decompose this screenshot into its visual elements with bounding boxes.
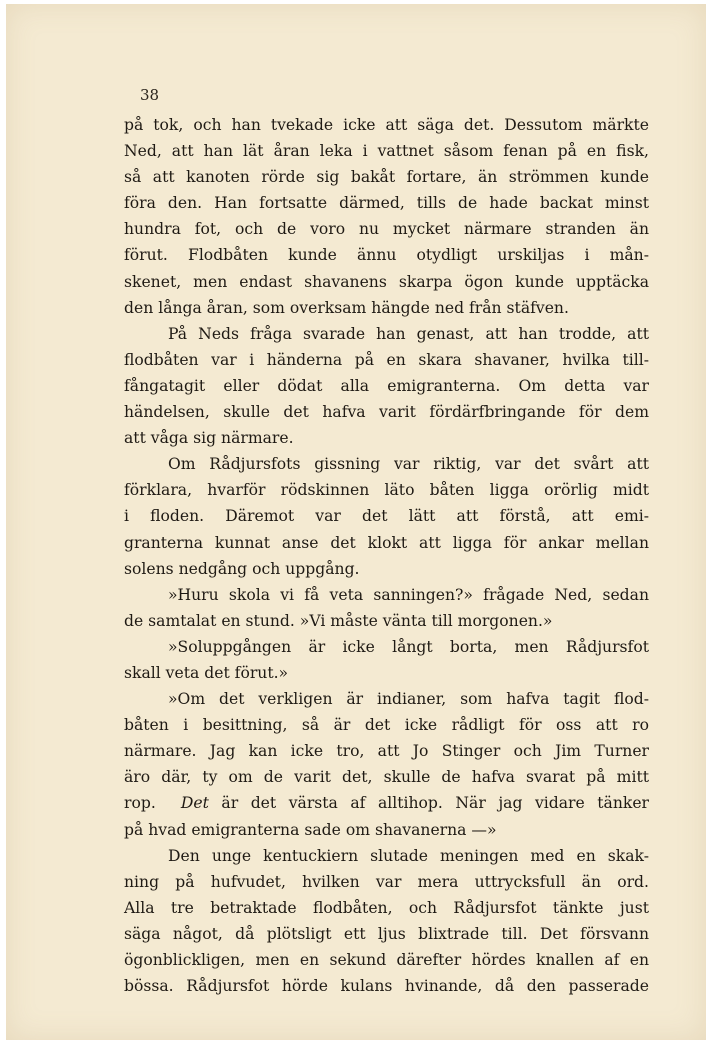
text-line: »Soluppgången är icke långt borta, men Rådjursfot xyxy=(168,637,649,656)
text-line: »Huru skola vi få veta sanningen?» frågade Ned, sedan xyxy=(168,585,649,604)
text-line: i floden. Däremot var det lätt att förstå, att emi- xyxy=(124,507,649,526)
text-line-with-emphasis xyxy=(124,790,649,816)
text-line: den långa åran, som overksam hängde ned från stäfven. xyxy=(124,298,569,317)
text-line: Om Rådjursfots gissning var riktig, var det svårt att xyxy=(168,455,649,474)
body-text xyxy=(124,112,649,999)
text-line: de samtalat en stund. »Vi måste vänta till morgonen.» xyxy=(124,611,553,630)
text-line: ning på hufvudet, hvilken var mera uttrycksfull än ord. xyxy=(124,872,649,891)
text-line: Den unge kentuckiern slutade meningen med en skak- xyxy=(168,846,649,865)
text-line: förut. Flodbåten kunde ännu otydligt urskiljas i mån- xyxy=(124,246,649,265)
text-line: på hvad emigranterna sade om shavanerna —» xyxy=(124,820,497,839)
book-page xyxy=(6,4,706,1040)
text-line: båten i besittning, så är det icke rådligt för oss att ro xyxy=(124,716,649,735)
emphasis-word: Det xyxy=(180,794,209,813)
text-line: skenet, men endast shavanens skarpa ögon kunde upptäcka xyxy=(124,272,649,291)
text-line: hundra fot, och de voro nu mycket närmare stranden än xyxy=(124,220,649,239)
text-line: »Om det verkligen är indianer, som hafva tagit flod- xyxy=(168,690,649,709)
text-line: säga något, då plötsligt ett ljus blixtrade till. Det försvann xyxy=(124,924,649,943)
text-line: äro där, ty om de varit det, skulle de hafva svarat på mitt xyxy=(124,768,649,787)
text-line: solens nedgång och uppgång. xyxy=(124,559,360,578)
text-line: att våga sig närmare. xyxy=(124,429,294,448)
page-number: 38 xyxy=(140,86,160,104)
text-line: granterna kunnat anse det klokt att ligga för ankar mellan xyxy=(124,533,649,552)
text-line: skall veta det förut.» xyxy=(124,663,289,682)
text-line: på tok, och han tvekade icke att säga det. Dessutom märkte xyxy=(124,116,649,134)
text-line: Ned, att han lät åran leka i vattnet såsom fenan på en fisk, xyxy=(124,142,649,161)
text-line: flodbåten var i händerna på en skara shavaner, hvilka till- xyxy=(124,350,649,369)
text-line: Alla tre betraktade flodbåten, och Rådjursfot tänkte just xyxy=(124,898,649,917)
text-line: På Neds fråga svarade han genast, att han trodde, att xyxy=(168,324,649,343)
text-line: händelsen, skulle det hafva varit fördärfbringande för dem xyxy=(124,403,649,422)
text-line: närmare. Jag kan icke tro, att Jo Stinger och Jim Turner xyxy=(124,742,649,761)
text-line: fångatagit eller dödat alla emigranterna. Om detta var xyxy=(124,376,649,395)
text-line: ögonblickligen, men en sekund därefter hördes knallen af en xyxy=(124,951,649,969)
text-line: bössa. Rådjursfot hörde kulans hvinande, då den passerade xyxy=(124,977,649,996)
text-line: förklara, hvarför rödskinnen läto båten ligga orörlig midt xyxy=(124,481,649,500)
text-line: föra den. Han fortsatte därmed, tills de hade backat minst xyxy=(124,194,649,213)
text-segment: är det värsta af alltihop. När jag vidare tänker xyxy=(221,794,650,813)
text-line: så att kanoten rörde sig bakåt fortare, än strömmen kunde xyxy=(124,168,649,187)
text-segment: rop. xyxy=(124,794,156,813)
